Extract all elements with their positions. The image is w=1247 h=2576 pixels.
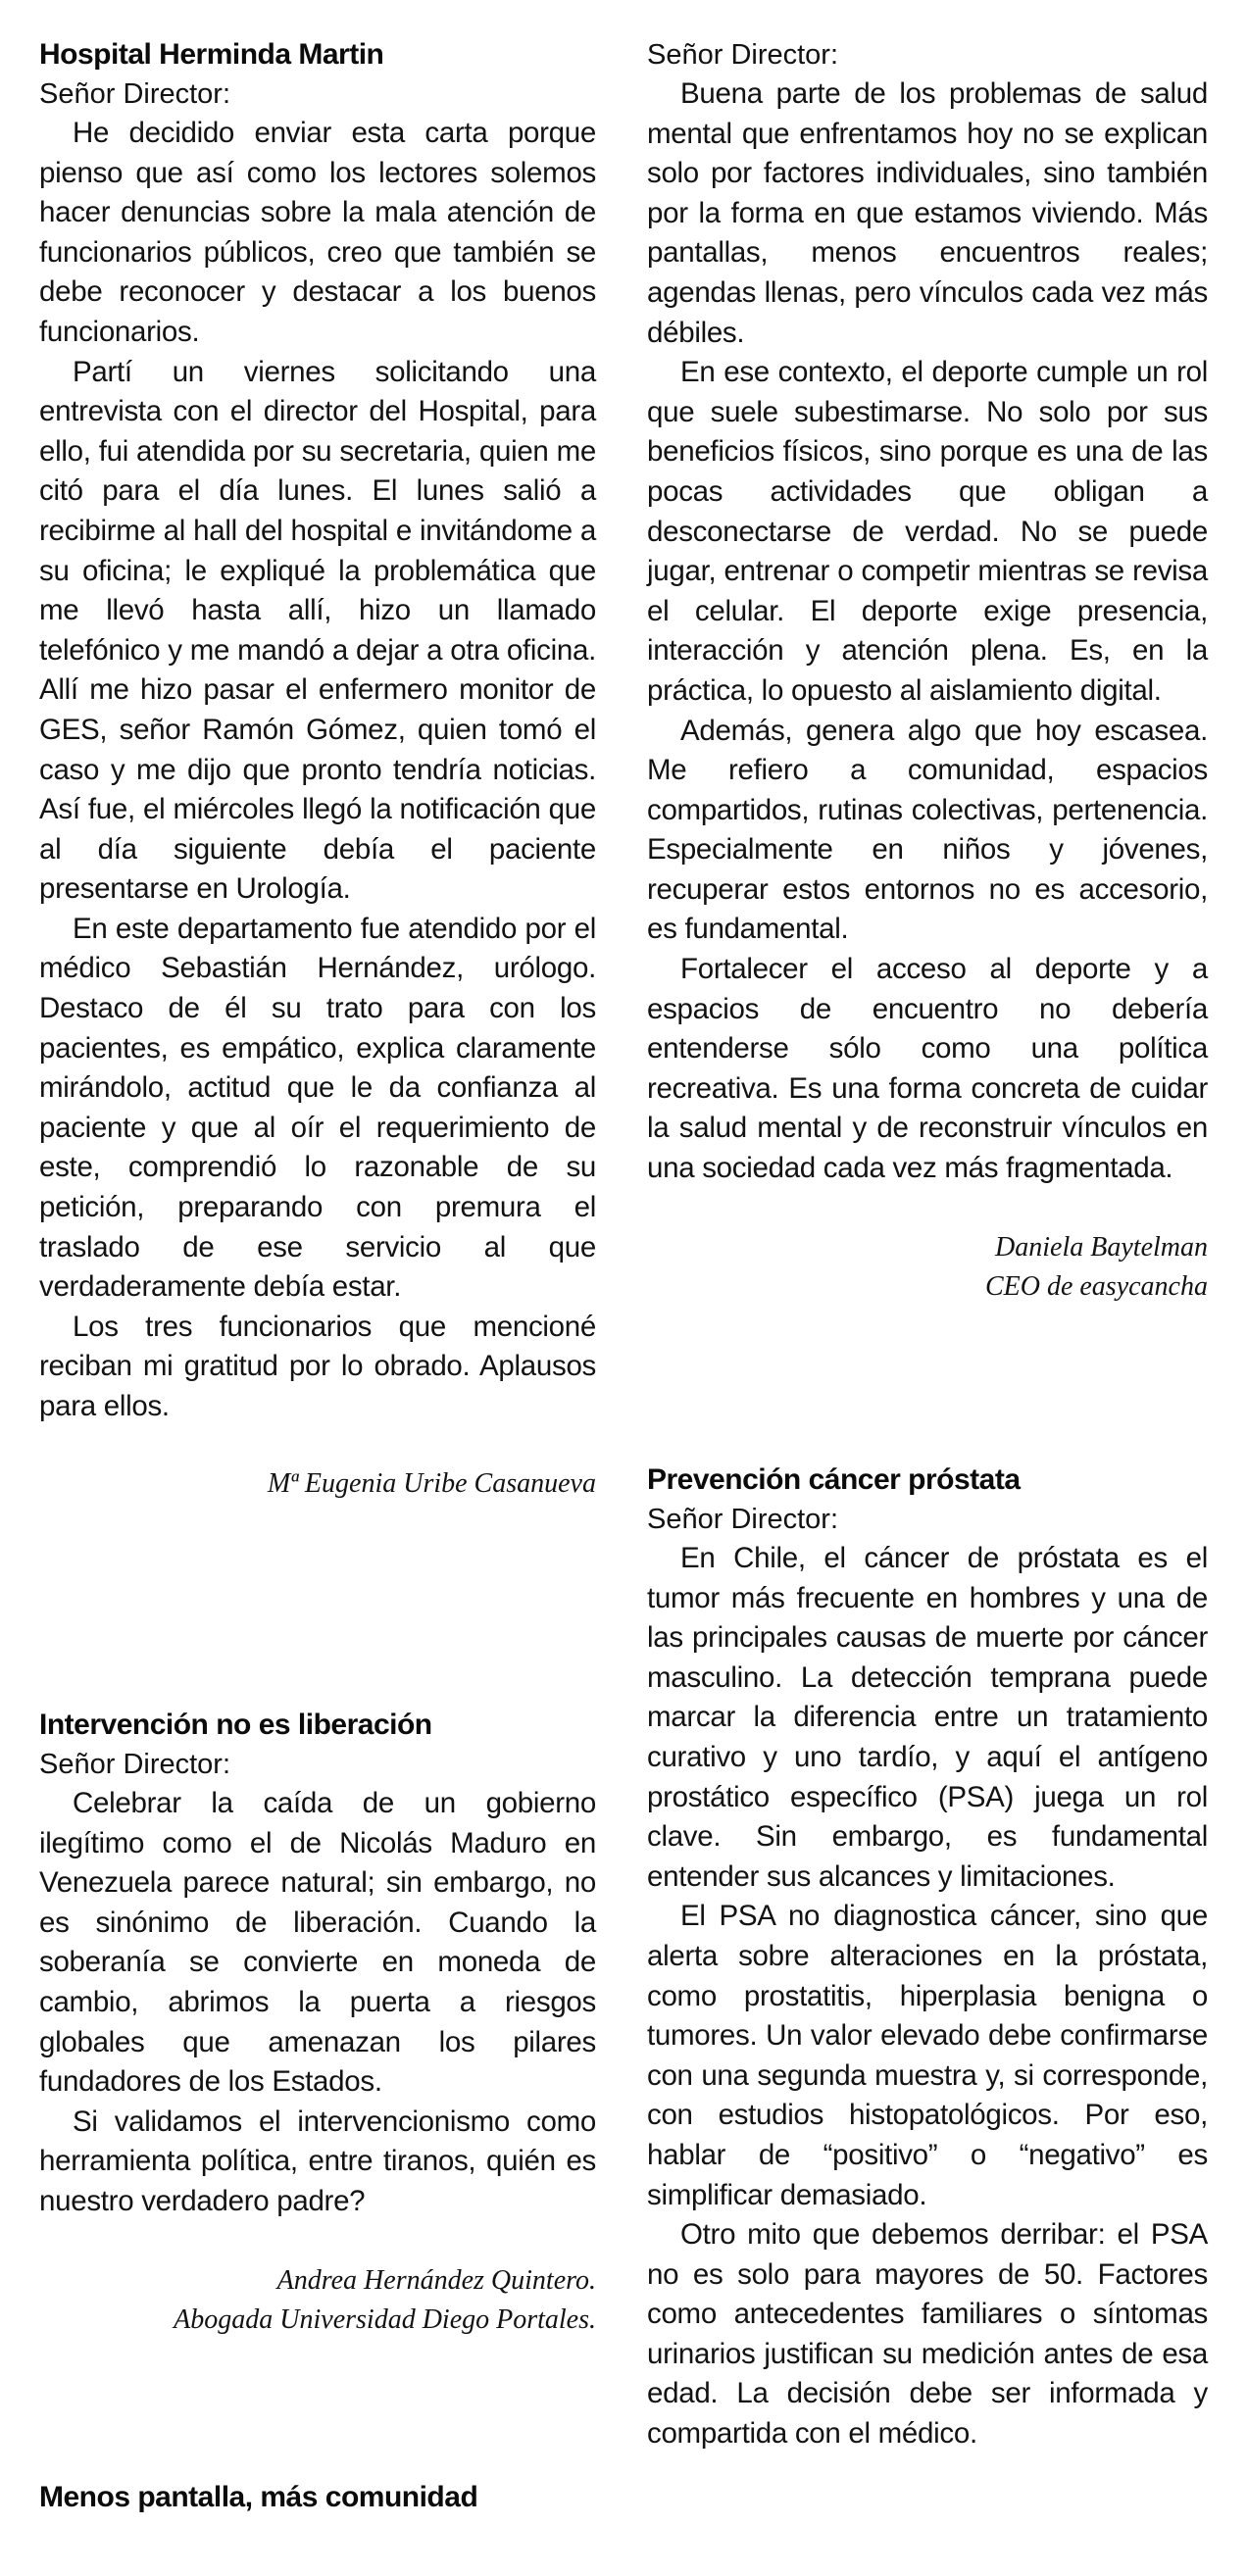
letter-paragraph: Los tres funcionarios que mencioné reciban mi gratitud por lo obrado. Aplausos para ellos. <box>39 1310 596 1422</box>
letter-paragraph: Buena parte de los problemas de salud mental que enfrentamos hoy no se explican solo por factores individuales, sino también por la forma en que estamos viviendo. Más pantallas, menos encuentros reales; agendas llenas, pero vínculos cada vez más débiles. <box>647 77 1208 349</box>
letter-signature <box>39 2261 596 2340</box>
letter-intervencion <box>39 1706 596 2340</box>
letter-paragraph: Fortalecer el acceso al deporte y a espacios de encuentro no debería entenderse sólo como una política recreativa. Es una forma concreta de cuidar la salud mental y de reconstruir vínculos en una sociedad cada vez más fragmentada. <box>647 953 1208 1185</box>
signature-title: CEO de easycancha <box>984 1270 1208 1302</box>
letter-headline: Intervención no es liberación <box>39 1709 432 1741</box>
letter-paragraph: He decidido enviar esta carta porque pienso que así como los lectores solemos hacer denuncias sobre la mala atención de funcionarios públicos, creo que también se debe reconocer y destacar a los buenos funcionarios. <box>39 117 596 348</box>
letter-paragraph: En ese contexto, el deporte cumple un rol que suele subestimarse. No solo por sus beneficios físicos, sino porque es una de las pocas actividades que obligan a desconectarse de verdad. No se puede jugar, entrenar o competir mientras se revisa el celular. El deporte exige presencia, interacción y atención plena. Es, en la práctica, lo opuesto al aislamiento digital. <box>647 356 1208 707</box>
letter-salutation: Señor Director: <box>647 39 839 71</box>
letter-pantalla-body <box>647 35 1208 1307</box>
letter-paragraph: El PSA no diagnostica cáncer, sino que alerta sobre alteraciones en la próstata, como prostatitis, hiperplasia benigna o tumores. Un valor elevado debe confirmarse con una segunda muestra y, si corresponde, con estudios histopatológicos. Por eso, hablar de “positivo” o “negativo” es simplificar demasiado. <box>647 1900 1208 2211</box>
letter-signature: Mª Eugenia Uribe Casanueva <box>267 1467 596 1499</box>
letter-pantalla-heading <box>39 2478 596 2517</box>
letter-salutation: Señor Director: <box>39 78 231 110</box>
letter-prostata <box>647 1461 1208 2454</box>
letter-salutation: Señor Director: <box>647 1504 839 1535</box>
signature-name: Daniela Baytelman <box>995 1231 1208 1263</box>
letter-headline: Menos pantalla, más comunidad <box>39 2481 478 2513</box>
letter-paragraph: Partí un viernes solicitando una entrevista con el director del Hospital, para ello, fui atendida por su secretaria, quien me citó para el día lunes. El lunes salió a recibirme al hall del hospital e invitándome a su oficina; le expliqué la problemática que me llevó hasta allí, hizo un llamado telefónico y me mandó a dejar a otra oficina. Allí me hizo pasar el enfermero monitor de GES, señor Ramón Gómez, quien tomó el caso y me dijo que pronto tendría noticias. Así fue, el miércoles llegó la notificación que al día siguiente debía el paciente presentarse en Urología. <box>39 355 596 906</box>
signature-name: Andrea Hernández Quintero. <box>276 2264 596 2296</box>
letter-headline: Hospital Herminda Martin <box>39 38 384 71</box>
letter-paragraph: Celebrar la caída de un gobierno ilegítimo como el de Nicolás Maduro en Venezuela parece natural; sin embargo, no es sinónimo de liberación. Cuando la soberanía se convierte en moneda de cambio, abrimos la puerta a riesgos globales que amenazan los pilares fundadores de los Estados. <box>39 1787 596 2099</box>
signature-title: Abogada Universidad Diego Portales. <box>174 2304 596 2335</box>
letter-paragraph: Otro mito que debemos derribar: el PSA no es solo para mayores de 50. Factores como antecedentes familiares o síntomas urinarios justifican su medición antes de esa edad. La decisión debe ser informada y compartida con el médico. <box>647 2218 1208 2451</box>
letter-hospital <box>39 35 596 1504</box>
letter-paragraph: Si validamos el intervencionismo como herramienta política, entre tiranos, quién es nuestro verdadero padre? <box>39 2105 596 2217</box>
letter-headline: Prevención cáncer próstata <box>647 1463 1021 1496</box>
letter-signature <box>647 1228 1208 1307</box>
letter-paragraph: En este departamento fue atendido por el médico Sebastián Hernández, urólogo. Destaco de él su trato para con los pacientes, es empático, explica claramente mirándolo, actitud que le da confianza al paciente y que al oír el requerimiento de este, comprendió lo razonable de su petición, preparando con premura el traslado de ese servicio al que verdaderamente debía estar. <box>39 912 596 1304</box>
letter-paragraph: Además, genera algo que hoy escasea. Me refiero a comunidad, espacios compartidos, rutinas colectivas, pertenencia. Especialmente en niños y jóvenes, recuperar estos entornos no es accesorio, es fundamental. <box>647 714 1208 946</box>
letter-salutation: Señor Director: <box>39 1749 231 1780</box>
letter-paragraph: En Chile, el cáncer de próstata es el tumor más frecuente en hombres y una de las principales causas de muerte por cáncer masculino. La detección temprana puede marcar la diferencia entre un tratamiento curativo y uno tardío, y aquí el antígeno prostático específico (PSA) juega un rol clave. Sin embargo, es fundamental entender sus alcances y limitaciones. <box>647 1542 1208 1893</box>
